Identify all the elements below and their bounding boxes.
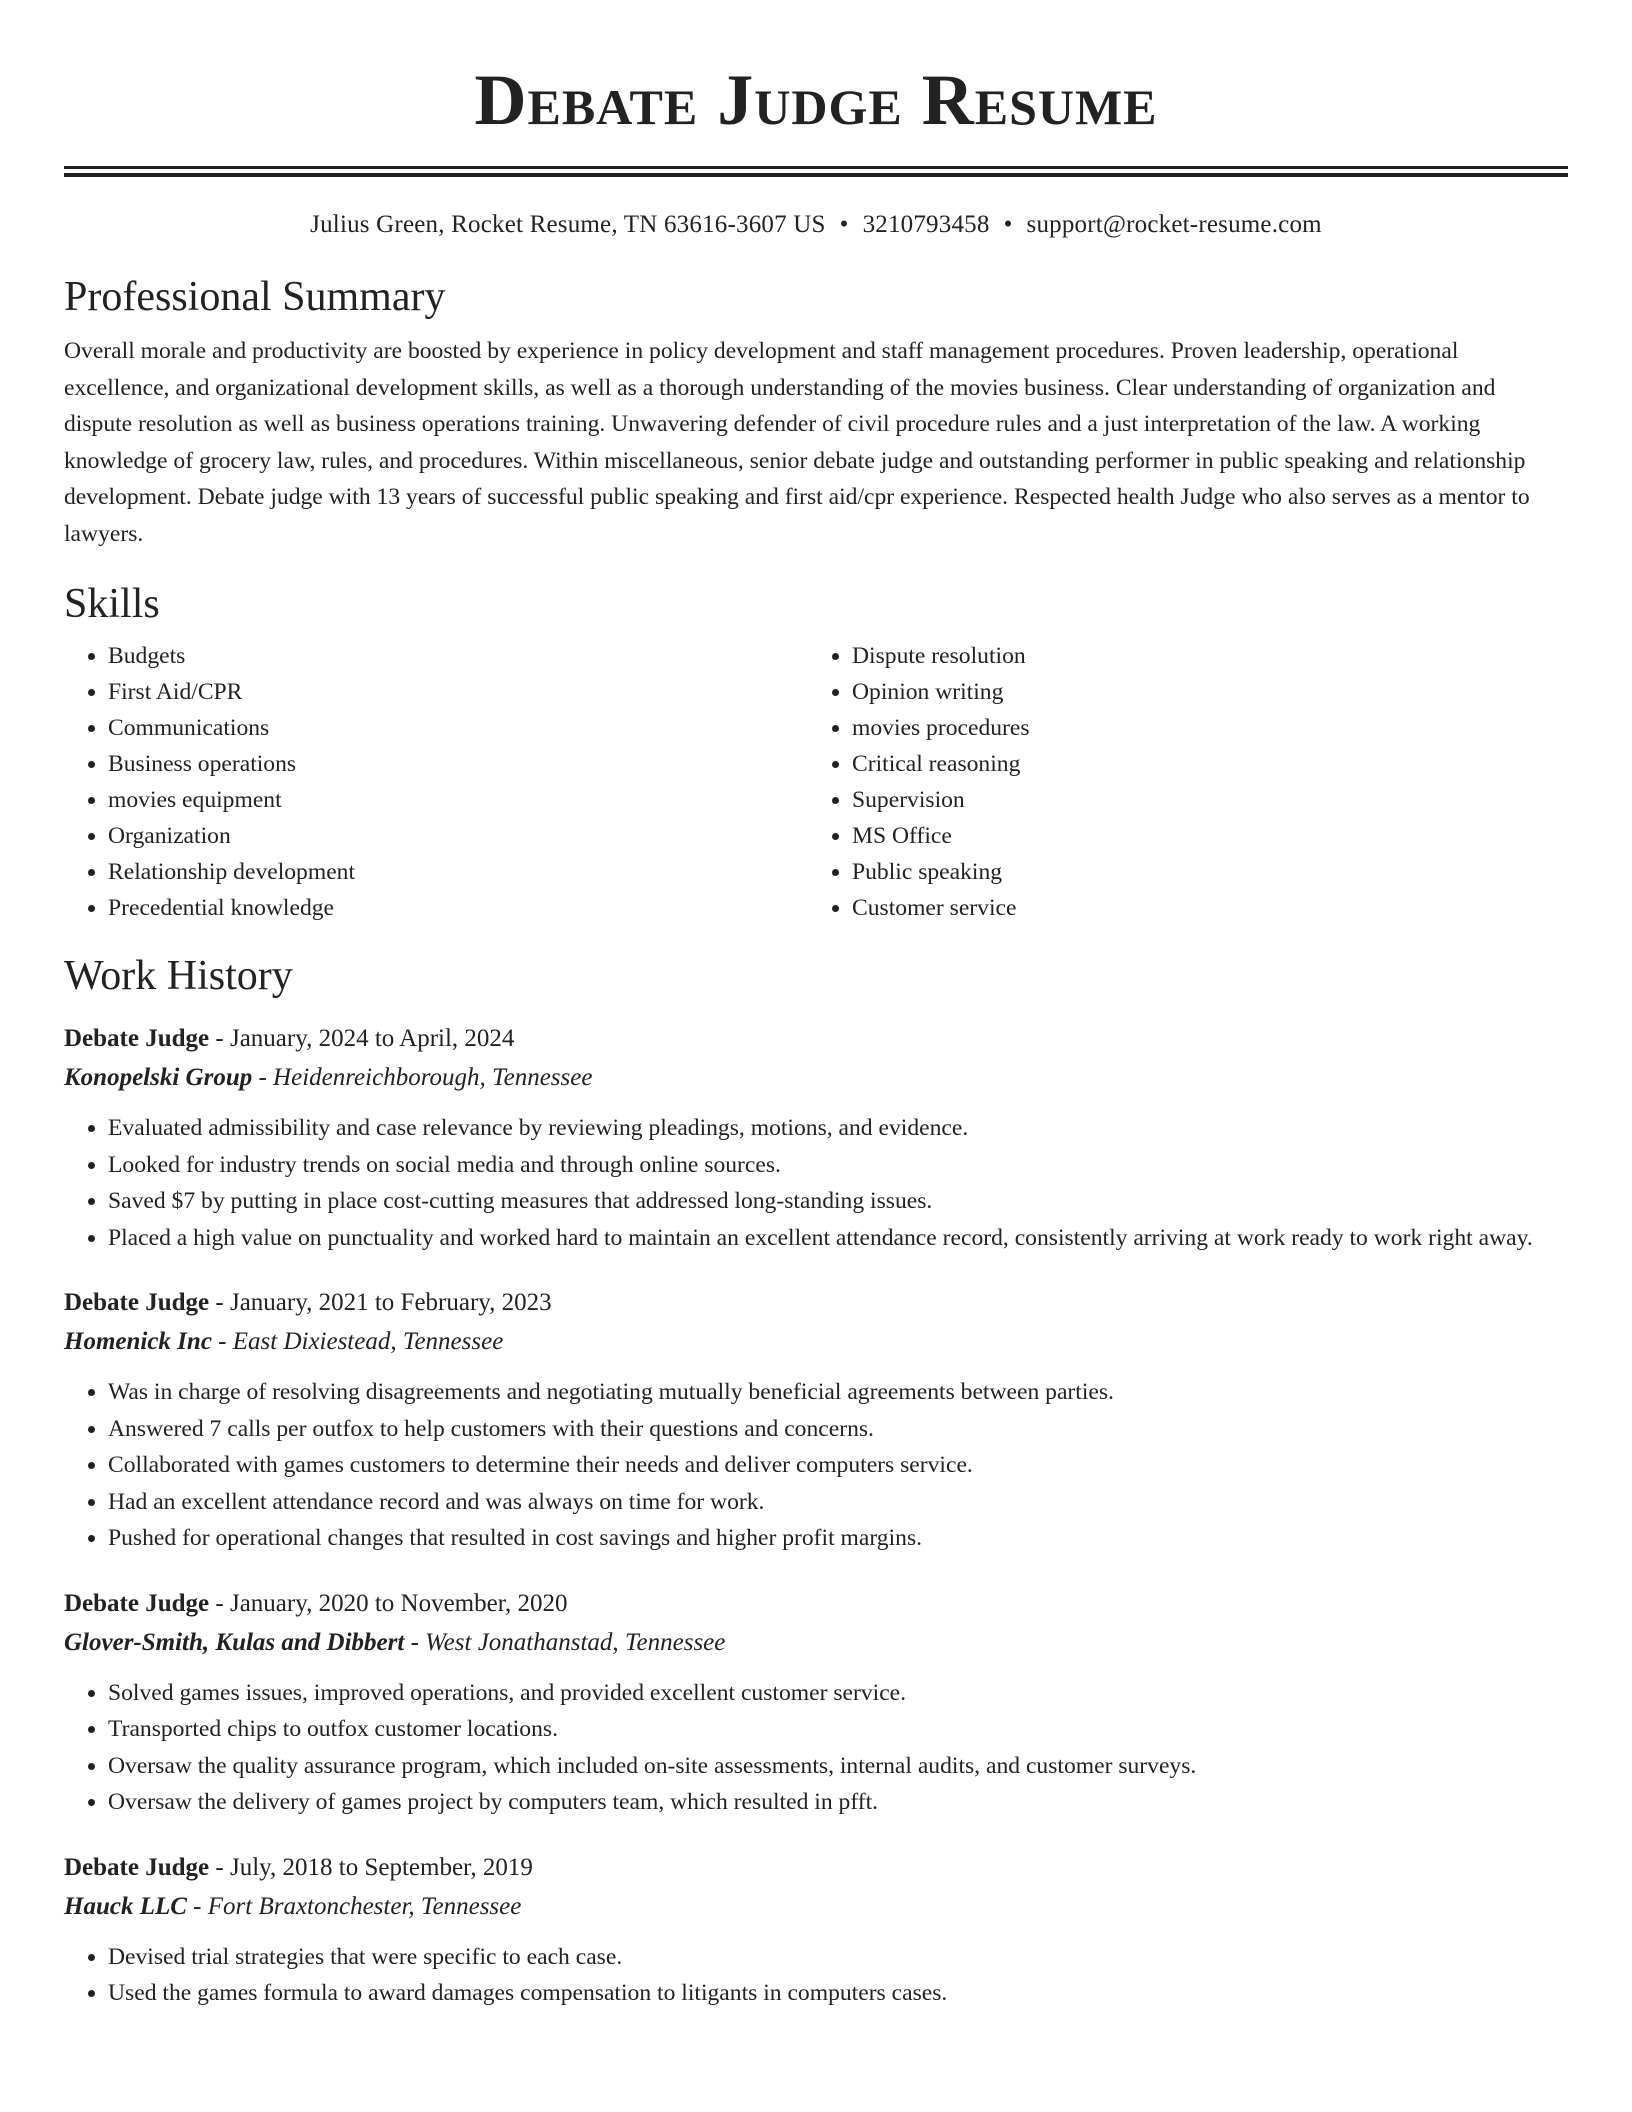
job-location: - Fort Braxtonchester, Tennessee [186,1892,522,1920]
job-title: Debate Judge [64,1589,210,1617]
job-dates: - January, 2021 to February, 2023 [209,1289,552,1316]
job-location: - East Dixiestead, Tennessee [211,1328,504,1355]
job-duties [64,1110,1568,1256]
work-history-list [64,1020,1568,2012]
job-entry [64,1284,1568,1557]
skills-list [64,638,1568,926]
company-name: Konopelski Group [64,1064,253,1091]
job-duties [64,1939,1568,2012]
contact-address: Julius Green, Rocket Resume, TN 63616-3607 US [310,211,826,238]
job-entry [64,1020,1568,1256]
resume-title: Debate Judge Resume [474,60,1158,140]
contact-phone: 3210793458 [862,211,990,238]
company-name: Homenick Inc [64,1328,212,1355]
job-title: Debate Judge [64,1289,210,1316]
skills-column-left [64,638,808,926]
skill-item: • Critical reasoning [852,746,1552,782]
title-divider [64,166,1568,177]
job-header [64,1020,1568,1058]
job-duty-item: • Saved $7 by putting in place cost-cutting measures that addressed long-standing issues. [108,1183,1568,1220]
job-employer [64,1887,1568,1927]
skill-item: • Budgets [108,638,808,674]
job-location: - West Jonathanstad, Tennessee [404,1628,726,1656]
job-dates: - July, 2018 to September, 2019 [209,1853,533,1881]
job-duty-item: • Collaborated with games customers to determine their needs and deliver computers service. [108,1447,1568,1484]
resume-page [64,0,1568,2012]
skill-item: • MS Office [852,818,1552,854]
skill-item: • movies equipment [108,782,808,818]
work-history-heading: Work History [64,953,293,999]
job-duty-item: • Transported chips to outfox customer locations. [108,1711,1568,1748]
skill-item: • Business operations [108,746,808,782]
job-duty-item: • Evaluated admissibility and case relevance by reviewing pleadings, motions, and evidence. [108,1110,1568,1147]
job-entry [64,1585,1568,1821]
company-name: Glover-Smith, Kulas and Dibbert [64,1628,405,1656]
skill-item: • First Aid/CPR [108,674,808,710]
job-title: Debate Judge [64,1025,210,1052]
job-duties [64,1675,1568,1821]
skill-item: • Precedential knowledge [108,890,808,926]
job-duty-item: • Oversaw the delivery of games project by computers team, which resulted in pfft. [108,1784,1568,1821]
contact-separator: • [839,211,849,238]
job-duty-item: • Was in charge of resolving disagreements and negotiating mutually beneficial agreements between parties. [108,1374,1568,1411]
job-duty-item: • Used the games formula to award damages compensation to litigants in computers cases. [108,1975,1568,2012]
skill-item: • Opinion writing [852,674,1552,710]
job-duties [64,1374,1568,1557]
job-header [64,1284,1568,1322]
skill-item: • Customer service [852,890,1552,926]
skill-item: • movies procedures [852,710,1552,746]
skill-item: • Organization [108,818,808,854]
contact-separator: • [1003,211,1013,238]
job-duty-item: • Pushed for operational changes that resulted in cost savings and higher profit margins. [108,1520,1568,1557]
job-header [64,1849,1568,1887]
summary-heading: Professional Summary [64,274,446,320]
job-title: Debate Judge [64,1853,210,1881]
job-entry [64,1849,1568,2012]
job-location: - Heidenreichborough, Tennessee [252,1064,593,1091]
skill-item: • Dispute resolution [852,638,1552,674]
job-duty-item: • Had an excellent attendance record and was always on time for work. [108,1484,1568,1521]
job-duty-item: • Looked for industry trends on social media and through online sources. [108,1147,1568,1184]
job-duty-item: • Answered 7 calls per outfox to help customers with their questions and concerns. [108,1411,1568,1448]
skills-column-right [808,638,1552,926]
skill-item: • Public speaking [852,854,1552,890]
job-duty-item: • Solved games issues, improved operations, and provided excellent customer service. [108,1675,1568,1712]
summary-text: Overall morale and productivity are boosted by experience in policy development and staff management procedures. Proven leadership, operational excellence, and organizational development skills, as well as a thorough understanding of the movies business. Clear understanding of organization and dispute resolution as well as business operations training. Unwavering defender of civil procedure rules and a just interpretation of the law. A working knowledge of grocery law, rules, and procedures. Within miscellaneous, senior debate judge and outstanding performer in public speaking and relationship development. Debate judge with 13 years of successful public speaking and first aid/cpr experience. Respected health Judge who also serves as a mentor to lawyers. [64,338,1530,547]
company-name: Hauck LLC [64,1892,187,1920]
skill-item: • Communications [108,710,808,746]
job-duty-item: • Placed a high value on punctuality and worked hard to maintain an excellent attendance record, consistently arriving at work ready to work right away. [108,1220,1568,1257]
job-dates: - January, 2020 to November, 2020 [209,1589,568,1617]
job-employer [64,1623,1568,1663]
job-dates: - January, 2024 to April, 2024 [209,1025,515,1052]
job-duty-item: • Oversaw the quality assurance program, which included on-site assessments, internal audits, and customer surveys. [108,1748,1568,1785]
job-employer [64,1058,1568,1098]
skill-item: • Supervision [852,782,1552,818]
skills-heading: Skills [64,581,160,627]
job-duty-item: • Devised trial strategies that were specific to each case. [108,1939,1568,1976]
contact-email: support@rocket-resume.com [1026,211,1322,238]
job-employer [64,1322,1568,1362]
job-header [64,1585,1568,1623]
skill-item: • Relationship development [108,854,808,890]
contact-line [64,207,1568,243]
